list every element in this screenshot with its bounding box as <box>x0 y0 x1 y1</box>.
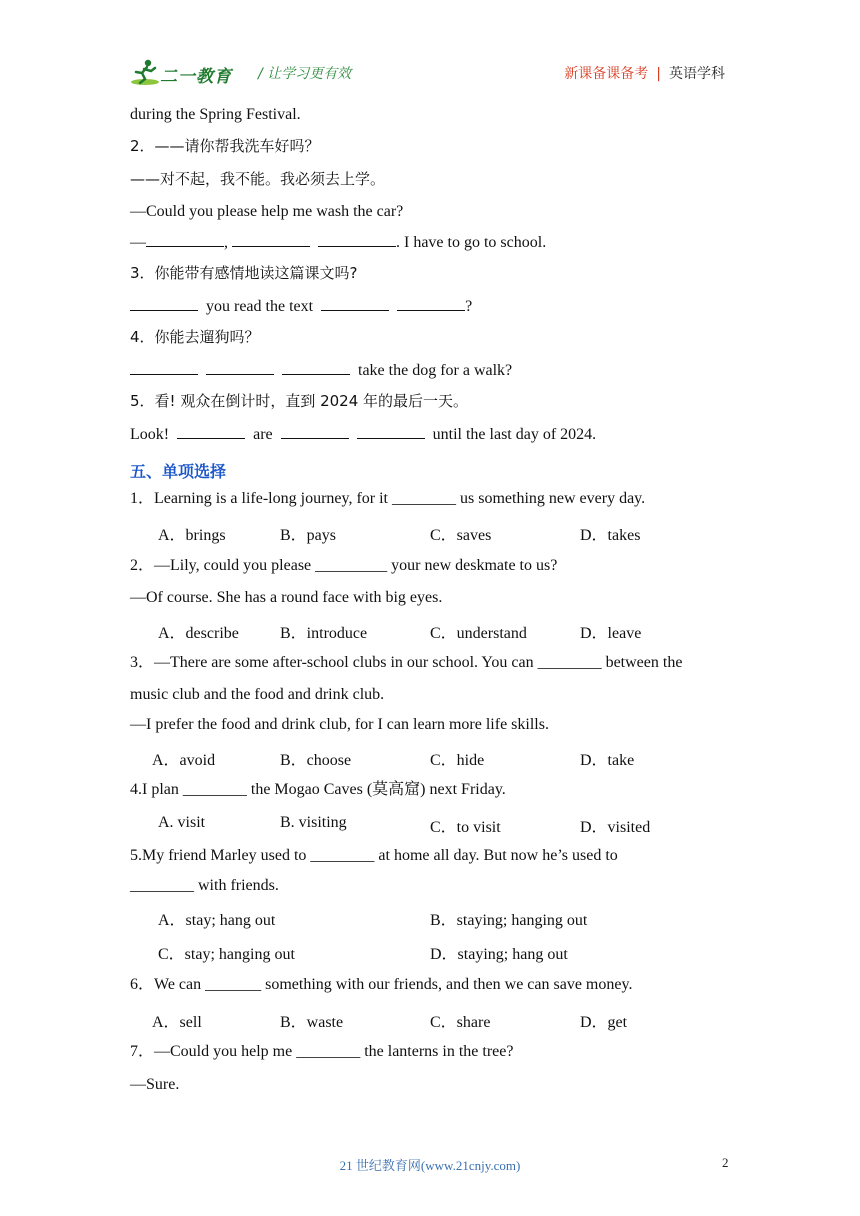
option-c[interactable]: C．to visit <box>430 819 501 836</box>
option-b[interactable]: B．choose <box>280 752 352 769</box>
option-b[interactable]: B．staying; hanging out <box>430 912 588 929</box>
logo <box>130 58 240 86</box>
text-line: 2．——请你帮我洗车好吗？ <box>130 137 320 155</box>
option-d[interactable]: D．get <box>580 1014 628 1031</box>
question-text: —Sure. <box>130 1076 180 1093</box>
option-b[interactable]: B．waste <box>280 1014 344 1031</box>
answer-blank[interactable] <box>177 424 245 439</box>
dash: — <box>130 234 146 251</box>
option-a[interactable]: A．sell <box>152 1014 202 1031</box>
question-stem: 7．—Could you help me ________ the lanterns in the tree? <box>130 1043 514 1060</box>
header-subject-label: 英语学科 <box>669 66 725 82</box>
page-number: 2 <box>722 1155 729 1170</box>
option-a[interactable]: A．describe <box>158 625 239 642</box>
question-stem: 6．We can _______ something with our friends, and then we can save money. <box>130 976 633 993</box>
option-a[interactable]: A．stay; hang out <box>158 912 276 929</box>
option-b[interactable]: B．pays <box>280 527 337 544</box>
line-text: Look! <box>130 426 170 443</box>
question-stem: 4.I plan ________ the Mogao Caves (莫高窟) next Friday. <box>130 781 506 798</box>
option-c[interactable]: C．share <box>430 1014 491 1031</box>
option-b[interactable]: B. visiting <box>280 814 347 831</box>
answer-blank[interactable] <box>318 232 396 247</box>
text-line: 3．你能带有感情地读这篇课文吗? <box>130 264 358 282</box>
header-separator: | <box>656 66 661 82</box>
option-c[interactable]: C．understand <box>430 625 527 642</box>
option-d[interactable]: D．staying; hang out <box>430 946 568 963</box>
option-a[interactable]: A．avoid <box>152 752 216 769</box>
header-course-label: 新课备课备考 <box>564 66 649 82</box>
line-text: are <box>253 426 273 443</box>
answer-blank[interactable] <box>232 232 310 247</box>
line-text: take the dog for a walk? <box>358 362 513 379</box>
option-c[interactable]: C．stay; hanging out <box>158 946 295 963</box>
logo-text: 二一教育 <box>160 67 232 87</box>
text-line: 5．看! 观众在倒计时，直到 2024 年的最后一天。 <box>130 392 469 410</box>
answer-blank[interactable] <box>281 424 349 439</box>
question-mark: ? <box>465 298 473 315</box>
text-line: 4．你能去遛狗吗？ <box>130 328 260 346</box>
question-stem: 5.My friend Marley used to ________ at home all day. But now he’s used to <box>130 847 618 864</box>
option-c[interactable]: C．saves <box>430 527 492 544</box>
fill-line <box>130 424 596 445</box>
text-line: —Could you please help me wash the car? <box>130 203 404 220</box>
option-d[interactable]: D．visited <box>580 819 651 836</box>
option-a[interactable]: A. visit <box>158 814 206 831</box>
answer-blank[interactable] <box>130 360 198 375</box>
question-text: —Of course. She has a round face with big eyes. <box>130 589 443 606</box>
answer-blank[interactable] <box>397 296 465 311</box>
option-b[interactable]: B．introduce <box>280 625 368 642</box>
question-stem: 1．Learning is a life-long journey, for it ________ us something new every day. <box>130 490 646 507</box>
option-d[interactable]: D．takes <box>580 527 641 544</box>
fill-line <box>130 296 472 317</box>
line-text: you read the text <box>206 298 314 315</box>
fill-line <box>130 360 512 381</box>
question-text: —I prefer the food and drink club, for I can learn more life skills. <box>130 716 549 733</box>
answer-blank[interactable] <box>282 360 350 375</box>
comma: , <box>224 234 228 251</box>
slogan: / 让学习更有效 <box>258 66 352 82</box>
text-line: ——对不起，我不能。我必须去上学。 <box>130 170 386 188</box>
line-text: until the last day of 2024. <box>432 426 597 443</box>
text-line: during the Spring Festival. <box>130 106 301 123</box>
answer-blank[interactable] <box>321 296 389 311</box>
answer-blank[interactable] <box>146 232 224 247</box>
option-d[interactable]: D．take <box>580 752 635 769</box>
page-header <box>130 58 730 88</box>
question-text: music club and the food and drink club. <box>130 686 385 703</box>
runner-icon <box>130 58 160 86</box>
fill-line <box>130 232 546 253</box>
option-d[interactable]: D．leave <box>580 625 642 642</box>
section-title: 五、单项选择 <box>130 462 227 481</box>
answer-blank[interactable] <box>130 296 198 311</box>
question-stem: 3．—There are some after-school clubs in our school. You can ________ between the <box>130 654 683 671</box>
option-c[interactable]: C．hide <box>430 752 485 769</box>
answer-blank[interactable] <box>357 424 425 439</box>
header-right <box>564 63 725 83</box>
page-footer: 21 世纪教育网(www.21cnjy.com) <box>339 1158 521 1173</box>
option-a[interactable]: A．brings <box>158 527 226 544</box>
answer-blank[interactable] <box>206 360 274 375</box>
line-text: . I have to go to school. <box>396 234 547 251</box>
question-stem: 2．—Lily, could you please _________ your new deskmate to us? <box>130 557 558 574</box>
question-text: ________ with friends. <box>130 877 279 894</box>
